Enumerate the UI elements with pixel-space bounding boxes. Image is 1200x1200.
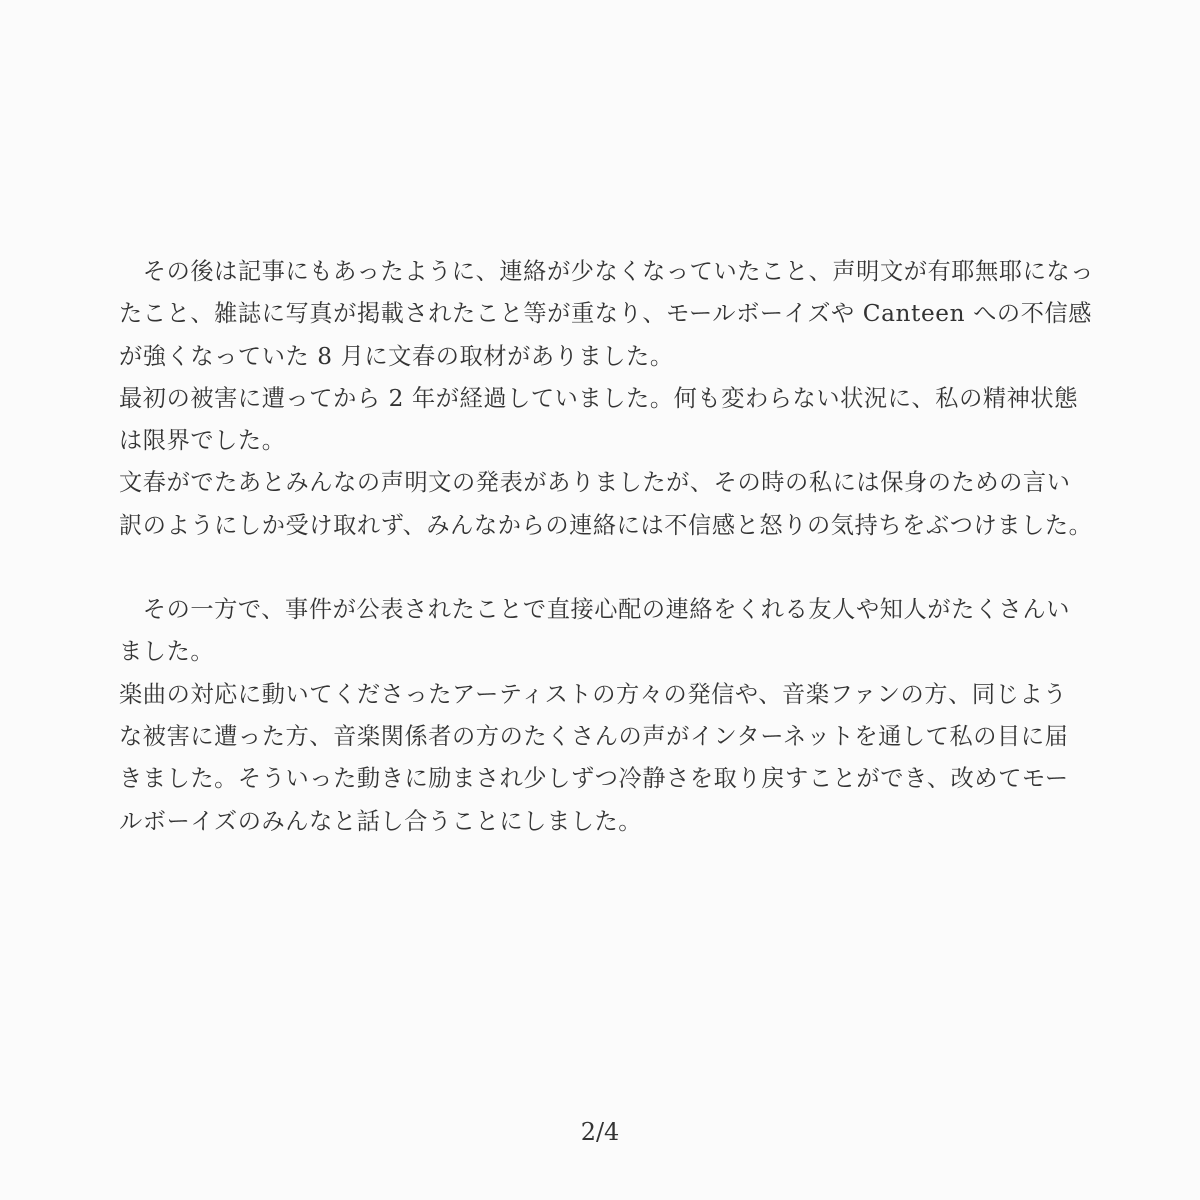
text-line: きました。そういった動きに励まされ少しずつ冷静さを取り戻すことができ、改めてモー <box>119 765 1069 793</box>
text-line: な被害に遭った方、音楽関係者の方のたくさんの声がインターネットを通して私の目に届 <box>119 722 1069 750</box>
text-line: 文春がでたあとみんなの声明文の発表がありましたが、その時の私には保身のための言い <box>119 469 1071 497</box>
text-line: 最初の被害に遭ってから 2 年が経過していました。何も変わらない状況に、私の精神状態 <box>119 384 1079 412</box>
text-line: その一方で、事件が公表されたことで直接心配の連絡をくれる友人や知人がたくさんい <box>119 596 1071 624</box>
text-line: が強くなっていた 8 月に文春の取材がありました。 <box>119 342 674 370</box>
statement-body <box>119 251 1095 843</box>
paragraph-1 <box>119 251 1095 547</box>
text-line: たこと、雑誌に写真が掲載されたこと等が重なり、モールボーイズや Canteen への不信感 <box>119 300 1093 328</box>
page-number: 2/4 <box>580 1118 620 1146</box>
text-line: ました。 <box>119 638 215 666</box>
text-line: ルボーイズのみんなと話し合うことにしました。 <box>119 807 643 835</box>
text-line: 楽曲の対応に動いてくださったアーティストの方々の発信や、音楽ファンの方、同じよう <box>119 680 1068 708</box>
text-line: その後は記事にもあったように、連絡が少なくなっていたこと、声明文が有耶無耶になっ <box>119 258 1095 285</box>
text-line: は限界でした。 <box>119 427 286 455</box>
paragraph-2 <box>119 589 1079 843</box>
text-line: 訳のようにしか受け取れず、みんなからの連絡には不信感と怒りの気持ちをぶつけました。 <box>119 511 1093 539</box>
